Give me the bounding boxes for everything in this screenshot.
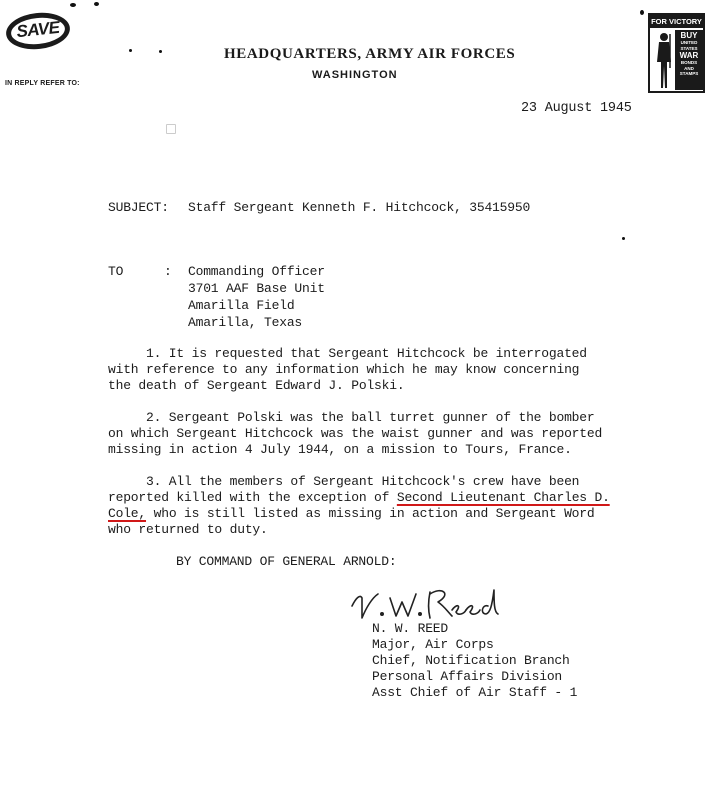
scan-speck — [622, 237, 625, 240]
save-logo — [6, 13, 72, 51]
underlined-name: Second Lieutenant Charles D. — [396, 490, 610, 505]
stamp-bonds: BONDS — [680, 60, 698, 65]
scan-speck — [159, 50, 162, 53]
signer-title-line: Personal Affairs Division — [372, 669, 563, 684]
address-line: Amarilla, Texas — [188, 315, 303, 330]
letter-date: 23 August 1945 — [521, 101, 632, 116]
scan-speck — [640, 10, 644, 15]
signer-title-line: Major, Air Corps — [372, 637, 494, 652]
stamp-line2: STATES — [680, 45, 698, 51]
handwritten-signature — [348, 580, 508, 622]
subject-text: Staff Sergeant Kenneth F. Hitchcock, 35415950 — [188, 200, 531, 215]
stamp-buy: BUY — [680, 31, 698, 40]
paragraph-3-line: 3. All the members of Sergeant Hitchcock's crew have been — [146, 474, 580, 489]
signer-name: N. W. REED — [372, 621, 449, 636]
stamp-header: FOR VICTORY — [651, 17, 702, 26]
stamp-stamps: STAMPS — [679, 71, 699, 76]
address-line: Amarilla Field — [188, 298, 295, 313]
subject-label: SUBJECT: — [108, 200, 169, 215]
paragraph-1-line: the death of Sergeant Edward J. Polski. — [108, 378, 405, 393]
paragraph-2-line: missing in action 4 July 1944, on a mission to Tours, France. — [108, 442, 572, 457]
command-line: BY COMMAND OF GENERAL ARNOLD: — [176, 554, 397, 569]
paragraph-3-line: who returned to duty. — [108, 522, 268, 537]
save-logo-text: SAVE — [15, 17, 61, 42]
address-line: 3701 AAF Base Unit — [188, 281, 325, 296]
scan-speck — [94, 2, 99, 6]
scan-speck — [70, 3, 76, 7]
soldier-icon — [652, 28, 676, 91]
scan-speck — [166, 124, 176, 134]
stamp-and: AND — [684, 65, 694, 71]
scan-speck — [129, 49, 132, 52]
letterhead-title: HEADQUARTERS, ARMY AIR FORCES — [224, 46, 516, 62]
to-colon: : — [164, 264, 172, 279]
paragraph-2-line: on which Sergeant Hitchcock was the waist gunner and was reported — [108, 426, 603, 441]
letterhead-city: WASHINGTON — [312, 69, 398, 81]
stamp-war: WAR — [679, 51, 699, 60]
paragraph-1-line: 1. It is requested that Sergeant Hitchcock be interrogated — [146, 346, 587, 361]
stamp-line1: UNITED — [680, 40, 698, 45]
underlined-name: Cole, — [108, 506, 147, 521]
paragraph-3-text: reported killed with the exception of — [108, 490, 397, 505]
paragraph-1-line: with reference to any information which he may know concerning — [108, 362, 580, 377]
paragraph-3-line — [108, 490, 610, 505]
paragraph-3-line — [108, 506, 595, 521]
paragraph-3-text: who is still listed as missing in action and Sergeant Word — [146, 506, 595, 521]
to-label: TO — [108, 264, 124, 279]
reply-reference-label: IN REPLY REFER TO: — [5, 80, 80, 87]
signer-title-line: Chief, Notification Branch — [372, 653, 570, 668]
address-line: Commanding Officer — [188, 264, 325, 279]
war-bonds-stamp — [648, 13, 705, 93]
signer-title-line: Asst Chief of Air Staff - 1 — [372, 685, 578, 700]
paragraph-2-line: 2. Sergeant Polski was the ball turret gunner of the bomber — [146, 410, 595, 425]
stamp-panel — [675, 30, 703, 90]
